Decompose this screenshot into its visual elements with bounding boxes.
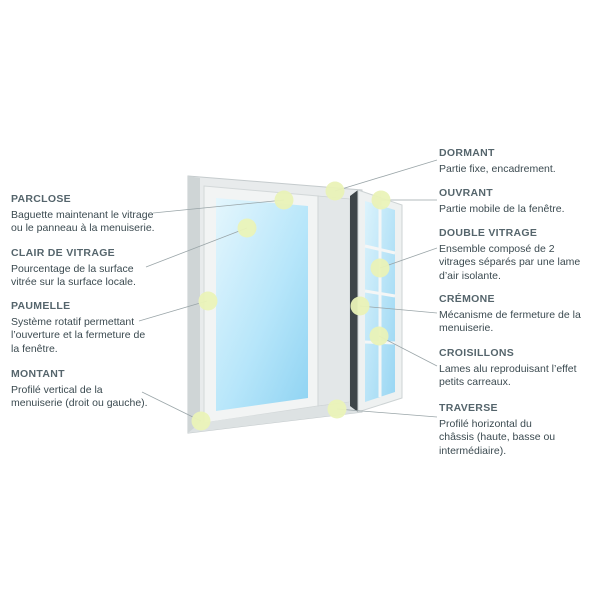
label-paumelle-desc: Système rotatif permettant l’ouverture et la fermeture de la fenêtre. [11,315,146,355]
label-parclose [11,193,183,236]
marker-paumelle [199,292,218,311]
marker-cremone [351,297,370,316]
marker-ouvrant [372,191,391,210]
marker-clair [238,219,257,238]
label-traverse-title: TRAVERSE [439,402,498,414]
label-ouvrant [439,187,597,216]
label-paumelle [11,300,183,356]
label-traverse-desc: Profilé horizontal du châssis (haute, basse ou intermédiaire). [439,417,556,457]
marker-parclose [275,191,294,210]
label-dormant [439,147,597,176]
label-montant [11,368,183,411]
marker-double [371,259,390,278]
label-croisillons-title: CROISILLONS [439,347,515,359]
label-cremone-desc: Mécanisme de fermeture de la menuiserie. [439,308,581,334]
label-clair-title: CLAIR DE VITRAGE [11,247,115,259]
label-croisillons [439,347,597,390]
label-cremone [439,293,597,336]
label-ouvrant-title: OUVRANT [439,187,494,199]
label-cremone-title: CRÉMONE [439,293,495,305]
mullion [318,196,350,406]
label-paumelle-title: PAUMELLE [11,300,71,312]
label-dormant-desc: Partie fixe, encadrement. [439,162,556,175]
label-montant-desc: Profilé vertical de la menuiserie (droit ou gauche). [11,383,148,409]
label-croisillons-desc: Lames alu reproduisant l’effet petits carreaux. [439,362,577,388]
label-traverse [439,402,597,458]
label-clair-desc: Pourcentage de la surface vitrée sur la surface locale. [11,262,136,288]
label-montant-title: MONTANT [11,368,65,380]
label-double-desc: Ensemble composé de 2 vitrages séparés par une lame d’air isolante. [439,242,581,282]
label-double-title: DOUBLE VITRAGE [439,227,538,239]
label-parclose-title: PARCLOSE [11,193,71,205]
label-double-vitrage [439,227,597,283]
marker-traverse [328,400,347,419]
marker-croisillons [370,327,389,346]
marker-dormant [326,182,345,201]
label-parclose-desc: Baguette maintenant le vitrage ou le panneau à la menuiserie. [11,208,155,234]
marker-montant [192,412,211,431]
label-dormant-title: DORMANT [439,147,495,159]
label-clair-de-vitrage [11,247,183,290]
left-glass [216,198,308,411]
label-ouvrant-desc: Partie mobile de la fenêtre. [439,202,565,215]
